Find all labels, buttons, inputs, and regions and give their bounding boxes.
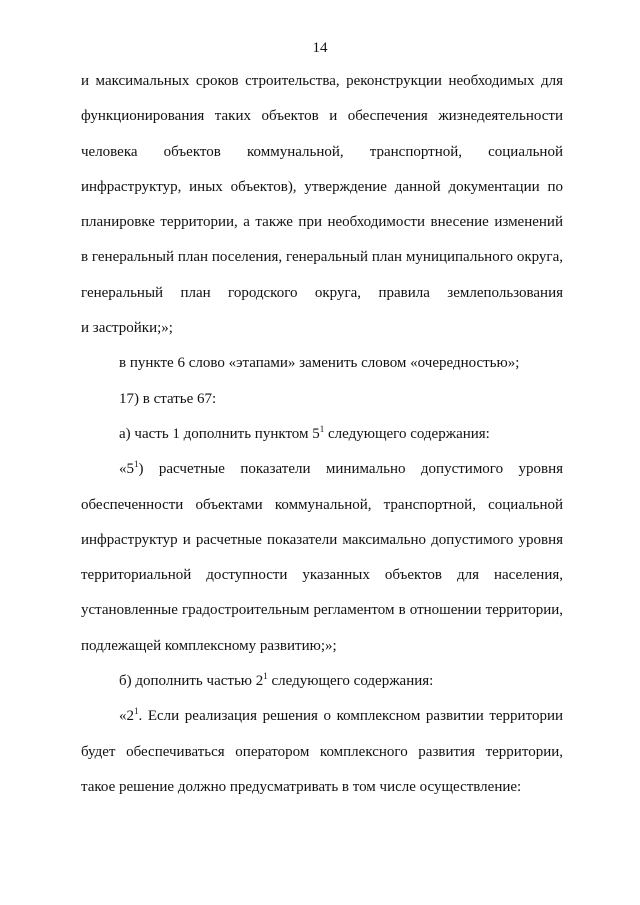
- text-line: обеспеченности объектами коммунальной, транспортной, социальной: [81, 496, 563, 513]
- text-segment: . Если реализация решения о комплексном развитии территории: [138, 708, 563, 725]
- superscript: 1: [134, 459, 139, 470]
- text-line: человека объектов коммунальной, транспортной, социальной: [81, 143, 563, 160]
- text-line: генеральный план городского округа, правила землепользования: [81, 284, 563, 301]
- superscript: 1: [319, 423, 325, 434]
- text-line: подлежащей комплексному развитию;»;: [81, 637, 337, 654]
- text-segment: «5: [119, 461, 134, 478]
- text-line: планировке территории, а также при необходимости внесение изменений: [81, 214, 563, 231]
- text-line: [81, 699, 563, 734]
- text-line: 17) в статье 67:: [119, 390, 217, 407]
- page-number: 14: [312, 40, 328, 56]
- text-line: [81, 417, 563, 452]
- superscript: 1: [263, 671, 268, 682]
- text-segment: «2: [119, 708, 134, 725]
- text-line: инфраструктур и расчетные показатели максимально допустимого уровня: [81, 531, 563, 548]
- text-line: будет обеспечиваться оператором комплексного развития территории,: [81, 743, 563, 760]
- text-segment: б) дополнить частью 2: [119, 673, 264, 690]
- text-line: [81, 452, 563, 487]
- text-line: в пункте 6 слово «этапами» заменить словом «очередностью»;: [119, 355, 520, 372]
- text-segment: ) расчетные показатели минимально допустимого уровня: [138, 461, 563, 478]
- text-line: в генеральный план поселения, генеральный план муниципального округа,: [81, 249, 563, 266]
- text-line: установленные градостроительным регламентом в отношении территории,: [81, 602, 563, 619]
- superscript: 1: [134, 706, 139, 717]
- text-line: территориальной доступности указанных объектов для населения,: [81, 567, 563, 584]
- text-segment: следующего содержания:: [324, 425, 490, 442]
- document-body: [81, 64, 563, 805]
- text-segment: следующего содержания:: [267, 673, 434, 690]
- text-line: и максимальных сроков строительства, реконструкции необходимых для: [81, 73, 563, 89]
- text-segment: а) часть 1 дополнить пунктом 5: [119, 425, 320, 442]
- text-line: и застройки;»;: [81, 320, 173, 337]
- text-line: функционирования таких объектов и обеспечения жизнедеятельности: [81, 108, 563, 125]
- text-line: инфраструктур, иных объектов), утверждение данной документации по: [81, 178, 563, 195]
- text-line: [81, 664, 563, 699]
- text-line: такое решение должно предусматривать в том числе осуществление:: [81, 778, 522, 795]
